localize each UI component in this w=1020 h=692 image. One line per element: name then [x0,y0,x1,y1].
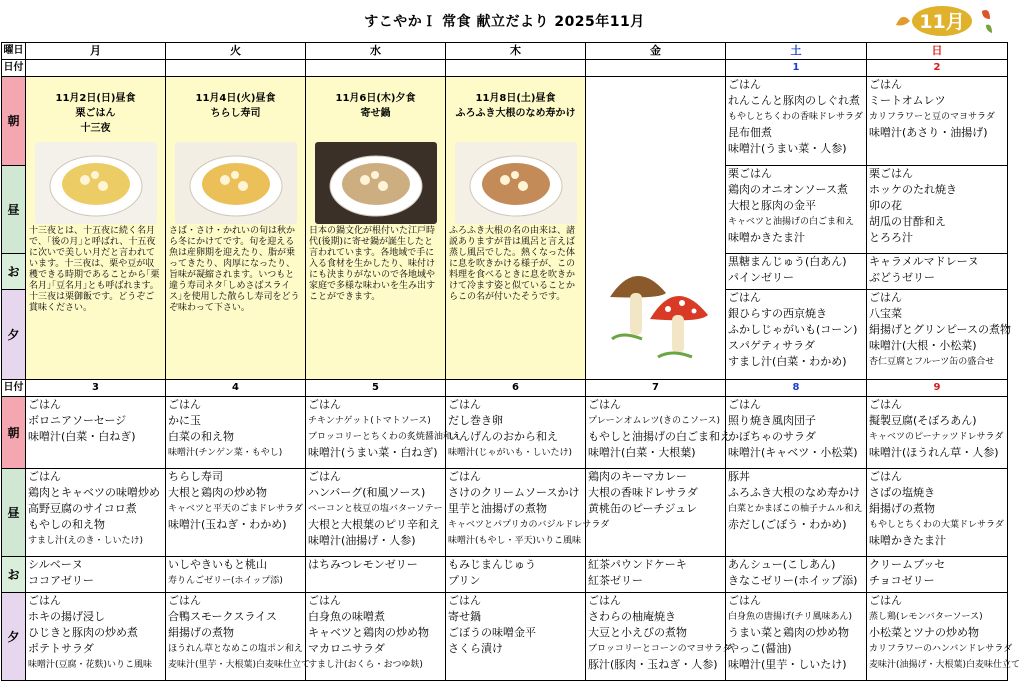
dish-item: 味噌汁(白菜・大根葉) [588,446,696,459]
dish-item: ごはん [728,398,761,411]
dish-item: 胡瓜の甘酢和え [869,215,946,228]
dish-item: すまし汁(えのき・しいたけ) [28,536,144,546]
snack-row-week2 [2,557,1008,593]
yosenabe-photo [315,142,437,224]
dish-item: ごはん [448,470,481,483]
breakfast-label: 朝 [2,397,26,469]
dish-item: 鶏肉のオニオンソース煮 [728,183,849,196]
dish-item: ボロニアソーセージ [28,414,127,427]
dish-item: あんシュー(こしあん) [728,558,836,571]
dish-item: ひじきと豚肉の炒め煮 [28,626,138,639]
dish-item: ふろふき大根のなめ寿かけ [728,486,860,499]
dish-item: ベーコンと枝豆の塩バターソテー [308,504,443,514]
dish-item: 大豆と小えびの煮物 [588,626,687,639]
day-thu: 木 [446,43,586,60]
dish-item: ごはん [869,470,902,483]
dish-item: 蒸し鶏(レモンバターソース) [869,612,983,622]
dish-item: キャベツと平天のごまドレサラダ [168,504,303,514]
snack-label: お [2,254,26,290]
breakfast-label: 朝 [2,77,26,166]
dish-item: 味噌汁(里芋・しいたけ) [728,658,847,671]
dish-item: 銀ひらすの西京焼き [728,307,827,320]
dish-item: ホッケのたれ焼き [869,183,957,196]
dish-item: もみじまんじゅう [448,558,536,571]
sat1-dinner [726,290,867,380]
feature-description: 日本の鍋文化が根付いた江戸時代(後期)に寄せ鍋が誕生したと言われています。各地域で手に入る食材を生かしたり、味付けにも決まりがないので各地域や家庭で多様な味わいを生み出すことができます。 [309,226,436,302]
dish-item: 絹揚げの煮物 [168,626,234,639]
dish-item: 寄せ鍋 [448,610,481,623]
day5-lunch-cell [726,469,867,557]
dish-item: 小松菜とツナの炒め物 [869,626,979,639]
dish-item: はちみつレモンゼリー [308,558,418,571]
lunch-label: 昼 [2,166,26,254]
snack-label: お [2,557,26,593]
day5-breakfast-cell [726,397,867,469]
dish-item: 味噌汁(白菜・白ねぎ) [28,430,136,443]
breakfast-row-week1 [2,77,1008,166]
dish-item: 白菜とかまぼこの柚子ナムル和え [728,504,863,514]
sun2-breakfast [867,77,1008,166]
dish-item: ココアゼリー [28,574,94,587]
day6-dinner-cell [867,593,1020,681]
dish-item: さけのクリームソースかけ [448,486,580,499]
day4-dinner-cell [586,593,732,681]
dish-item: もやしの和え物 [28,518,105,531]
dish-item: 味噌汁(油揚げ・人参) [308,534,416,547]
page-title: すこやかＩ 常食 献立だより 2025年11月 [364,14,645,30]
header [0,0,1009,42]
day-fri: 金 [586,43,726,60]
dish-item: キャベツとパプリカのバジルドレサラダ [448,520,610,530]
dish-item: ごはん [28,398,61,411]
day1-dinner-cell [166,593,311,681]
dish-item: れんこんと豚肉のしぐれ煮 [728,94,860,107]
date-cell: 1 [726,60,867,77]
dish-item: ごはん [869,594,902,607]
feature-heading: 11月4日(火)昼食 [195,93,276,104]
feature-subtitle: 十三夜 [80,123,111,134]
dish-item: さわらの柚庵焼き [588,610,676,623]
dish-item: 八宝菜 [869,307,902,320]
dish-item: カリフラワーのハンバンドレサラダ [869,644,1013,654]
dish-item: クリームブッセ [869,558,946,571]
date-label: 日付 [2,60,26,77]
dish-item: ブロッコリーとちくわの炙焼醤油和え [308,432,461,442]
day-mon: 月 [26,43,166,60]
dish-item: 里芋と油揚げの煮物 [448,502,547,515]
day3-lunch-cell [446,469,610,557]
dish-item: 味噌汁(玉ねぎ・わかめ) [168,518,287,531]
dish-item: プレーンオムレツ(きのこソース) [588,416,721,426]
lunch-row-week2 [2,469,1008,557]
dish-item: 鶏肉とキャベツの味噌炒め [28,486,160,499]
dish-item: 杏仁豆腐とフルーツ缶の盛合せ [869,357,995,367]
menu-table [1,42,1020,681]
dish-item: 麦味汁(油揚げ・大根葉)白麦味仕立て [869,660,1020,670]
sun2-snack [867,254,1008,290]
dish-item: ごはん [308,594,341,607]
day4-breakfast-cell [586,397,731,469]
dish-item: ごはん [728,594,761,607]
dish-item: 味噌汁(うまい菜・人参) [728,142,847,155]
feature-description: さば・さけ・かれいの旬は秋から冬にかけてです。旬を迎える魚は産卵期を迎えたり、脂が乗ってきたり、肉厚になったり、旨味が凝縮されます。いつもと違う寿司ネタ｢しめさばスライス｣を使用した散らし寿司をどうぞ味わって下さい。 [169,226,300,313]
day3-snack-cell [446,557,586,593]
dish-item: 白身魚の味噌煮 [308,610,385,623]
day1-breakfast-cell [166,397,306,469]
feature-description: 十三夜とは、十五夜に続く名月で、｢後の月｣と呼ばれ、十五夜に次いで美しい月だと言われています。十三夜は、栗や豆が収穫できる時期であることから｢栗名月｣｢豆名月｣とも呼ばれます。十三夜は栗御飯です。どうぞご賞味ください。 [29,226,160,313]
dish-item: ごはん [448,594,481,607]
dish-item: 合鴨スモークスライス [168,610,278,623]
dish-item: 白身魚の唐揚げ(チリ風味あん) [728,612,853,622]
dish-item: キャラメルマドレーヌ [869,255,979,268]
mushroom-icon [592,249,732,369]
dish-item: 麦味汁(里芋・大根葉)白麦味仕立て [168,660,311,670]
date-row-week1 [2,60,1008,77]
dish-item: ごはん [728,291,761,304]
date-cell: 9 [867,380,1008,397]
dish-item: ブロッコリーとコーンのマヨサラダ [588,644,732,654]
dish-item: だし巻き卵 [448,414,503,427]
dish-item: すまし汁(白菜・わかめ) [728,355,847,368]
furofuki-daikon-photo [455,142,577,224]
dish-item: 味噌汁(豆腐・花麩)いりこ風味 [28,660,153,670]
feature-cell-wed [306,77,446,380]
dish-item: 豚丼 [728,470,750,483]
dish-item: 寿りんごゼリー(ホイップ添) [168,576,283,586]
november-badge-icon [890,3,994,37]
dish-item: やっこ(醤油) [728,642,792,655]
feature-cell-mon [26,77,166,380]
day0-lunch-cell [26,469,166,557]
day0-dinner-cell [26,593,166,681]
day6-lunch-cell [867,469,1008,557]
day1-snack-cell [166,557,306,593]
day-sun: 日 [867,43,1008,60]
dish-item: キャベツと鶏肉の炒め物 [308,626,429,639]
dish-item: 照り焼き風肉団子 [728,414,816,427]
dish-item: ほうれん草となめこの塩ポン和え [168,644,304,654]
dish-item: 栗ごはん [869,167,913,180]
dish-item: いしやきいもと桃山 [168,558,267,571]
dish-item: 大根と豚肉の金平 [728,199,816,212]
dish-item: ごはん [308,398,341,411]
dish-item: 白菜の和え物 [168,430,234,443]
chestnut-rice-photo [35,142,157,224]
day4-lunch-cell [586,469,726,557]
dish-item: ごはん [28,594,61,607]
dish-item: 擬製豆腐(そぼろあん) [869,414,977,427]
dish-item: かぼちゃのサラダ [728,430,816,443]
dish-item: パインゼリー [728,271,794,284]
dish-item: 味噌汁(うまい菜・白ねぎ) [308,446,438,459]
dish-item: ハンバーグ(和風ソース) [308,486,426,499]
day6-breakfast-cell [867,397,1008,469]
dish-item: ぶどうゼリー [869,271,935,284]
day-sat: 土 [726,43,867,60]
day-tue: 火 [166,43,306,60]
dish-item: 味噌汁(キャベツ・小松菜) [728,446,858,459]
dish-item: ごはん [448,398,481,411]
dish-item: 栗ごはん [728,167,772,180]
dish-item: ごはん [168,594,201,607]
dish-item: 絹揚げとグリンピースの煮物 [869,323,1012,336]
dish-item: 黄桃缶のピーチジュレ [588,502,698,515]
dinner-label: 夕 [2,593,26,681]
day3-dinner-cell [446,593,586,681]
feature-dish: ふろふき大根のなめ寿かけ [455,108,576,119]
dish-item: ごぼうの味噌金平 [448,626,536,639]
dish-item: 豚汁(豚肉・玉ねぎ・人参) [588,658,718,671]
date-cell: 6 [446,380,586,397]
dish-item: 味噌汁(もやし・平天)いりこ風味 [448,536,582,546]
dish-item: うまい菜と鶏肉の炒め物 [728,626,849,639]
dish-item: ごはん [588,594,621,607]
dish-item: 味噌汁(大根・小松菜) [869,339,977,352]
sat1-snack [726,254,867,290]
day5-dinner-cell [726,593,867,681]
dish-item: 鶏肉のキーマカレー [588,470,687,483]
feature-dish: 寄せ鍋 [360,108,391,119]
dish-item: シルベーヌ [28,558,83,571]
sat1-breakfast [726,77,867,166]
day-wed: 水 [306,43,446,60]
dish-item: ホキの揚げ浸し [28,610,105,623]
day0-snack-cell [26,557,166,593]
dish-item: いんげんのおから和え [448,430,558,443]
dish-item: もやしと油揚げの白ごま和え [588,430,731,443]
sun2-dinner [867,290,1012,380]
feature-cell-thu [446,77,586,380]
feature-description: ふろふき大根の名の由来は、諸説ありますが昔は風呂と言えば蒸し風呂でした。熱くなった体に息を吹きかける様子が、この料理を食べるときに息を吹きかけて冷ます姿と似ていることからこの名が付いたそうです。 [449,226,576,302]
feature-heading: 11月6日(木)夕食 [335,93,416,104]
dish-item: とろろ汁 [869,231,913,244]
dish-item: もやしとちくわの香味ドレサラダ [728,112,863,122]
dish-item: プリン [448,574,481,587]
dish-item: ポテトサラダ [28,642,94,655]
dish-item: 大根の香味ドレサラダ [588,486,698,499]
sat1-lunch [726,166,867,254]
mushroom-illustration-cell [586,77,726,380]
dish-item: カリフラワーと豆のマヨサラダ [869,112,995,122]
date-label: 日付 [2,380,26,397]
dish-item: ごはん [728,78,761,91]
dish-item: 紅茶パウンドケーキ [588,558,687,571]
dish-item: ちらし寿司 [168,470,223,483]
dish-item: キャベツのピーナッツドレサラダ [869,432,1004,442]
date-cell: 4 [166,380,306,397]
day3-breakfast-cell [446,397,586,469]
dish-item: マカロニサラダ [308,642,385,655]
dish-item: スパゲティサラダ [728,339,816,352]
dish-item: 味噌汁(あさり・油揚げ) [869,126,988,139]
dish-item: すまし汁(おくら・おつゆ麸) [308,660,423,670]
dish-item: ごはん [308,470,341,483]
dish-item: 味噌汁(ほうれん草・人参) [869,446,999,459]
dish-item: ごはん [588,398,621,411]
day2-dinner-cell [306,593,446,681]
dish-item: 赤だし(ごぼう・わかめ) [728,518,847,531]
dish-item: 絹揚げの煮物 [869,502,935,515]
dish-item: ごはん [168,398,201,411]
weekday-label: 曜日 [2,43,26,60]
dish-item: 昆布佃煮 [728,126,772,139]
dish-item: ごはん [28,470,61,483]
dish-item: ごはん [869,291,902,304]
date-cell: 3 [26,380,166,397]
dish-item: 大根と大根葉のピリ辛和え [308,518,440,531]
dish-item: 紅茶ゼリー [588,574,643,587]
date-cell: 5 [306,380,446,397]
dish-item: ごはん [869,398,902,411]
dish-item: キャベツと油揚げの白ごま和え [728,217,855,227]
day4-snack-cell [586,557,726,593]
date-row-week2 [2,380,1008,397]
dish-item: 味噌汁(じゃがいも・しいたけ) [448,448,573,458]
feature-dish: ちらし寿司 [210,108,261,119]
day0-breakfast-cell [26,397,166,469]
dish-item: ミートオムレツ [869,94,946,107]
day2-snack-cell [306,557,446,593]
feature-heading: 11月8日(土)昼食 [475,93,556,104]
feature-heading: 11月2日(日)昼食 [55,93,136,104]
date-cell: 7 [586,380,726,397]
feature-cell-tue [166,77,306,380]
day6-snack-cell [867,557,1008,593]
day2-breakfast-cell [306,397,461,469]
dish-item: 大根と鶏肉の炒め物 [168,486,267,499]
dish-item: 卯の花 [869,199,902,212]
sun2-lunch [867,166,1008,254]
dish-item: さくら漬け [448,642,503,655]
dish-item: 味噌汁(チンゲン菜・もやし) [168,448,283,458]
dish-item: ふかしじゃがいも(コーン) [728,323,858,336]
dish-item: 味噌かきたま汁 [728,231,805,244]
dish-item: ごはん [869,78,902,91]
dish-item: 味噌かきたま汁 [869,534,946,547]
feature-dish: 栗ごはん [75,108,116,119]
dish-item: きなこゼリー(ホイップ添) [728,574,858,587]
date-cell: 8 [726,380,867,397]
chirashi-sushi-photo [175,142,297,224]
dinner-label: 夕 [2,290,26,380]
dish-item: もやしとちくわの大葉ドレサラダ [869,520,1004,530]
dish-item: 黒糖まんじゅう(白あん) [728,255,847,268]
dinner-row-week2 [2,593,1008,681]
weekday-row [2,43,1008,60]
dish-item: かに玉 [168,414,201,427]
breakfast-row-week2 [2,397,1008,469]
day1-lunch-cell [166,469,306,557]
date-cell: 2 [867,60,1008,77]
dish-item: さばの塩焼き [869,486,935,499]
day5-snack-cell [726,557,867,593]
dish-item: チキンナゲット(トマトソース) [308,416,431,426]
badge-label: 11月 [919,11,965,33]
day2-lunch-cell [306,469,446,557]
dish-item: チョコゼリー [869,574,935,587]
lunch-label: 昼 [2,469,26,557]
dish-item: 高野豆腐のサイコロ煮 [28,502,137,515]
